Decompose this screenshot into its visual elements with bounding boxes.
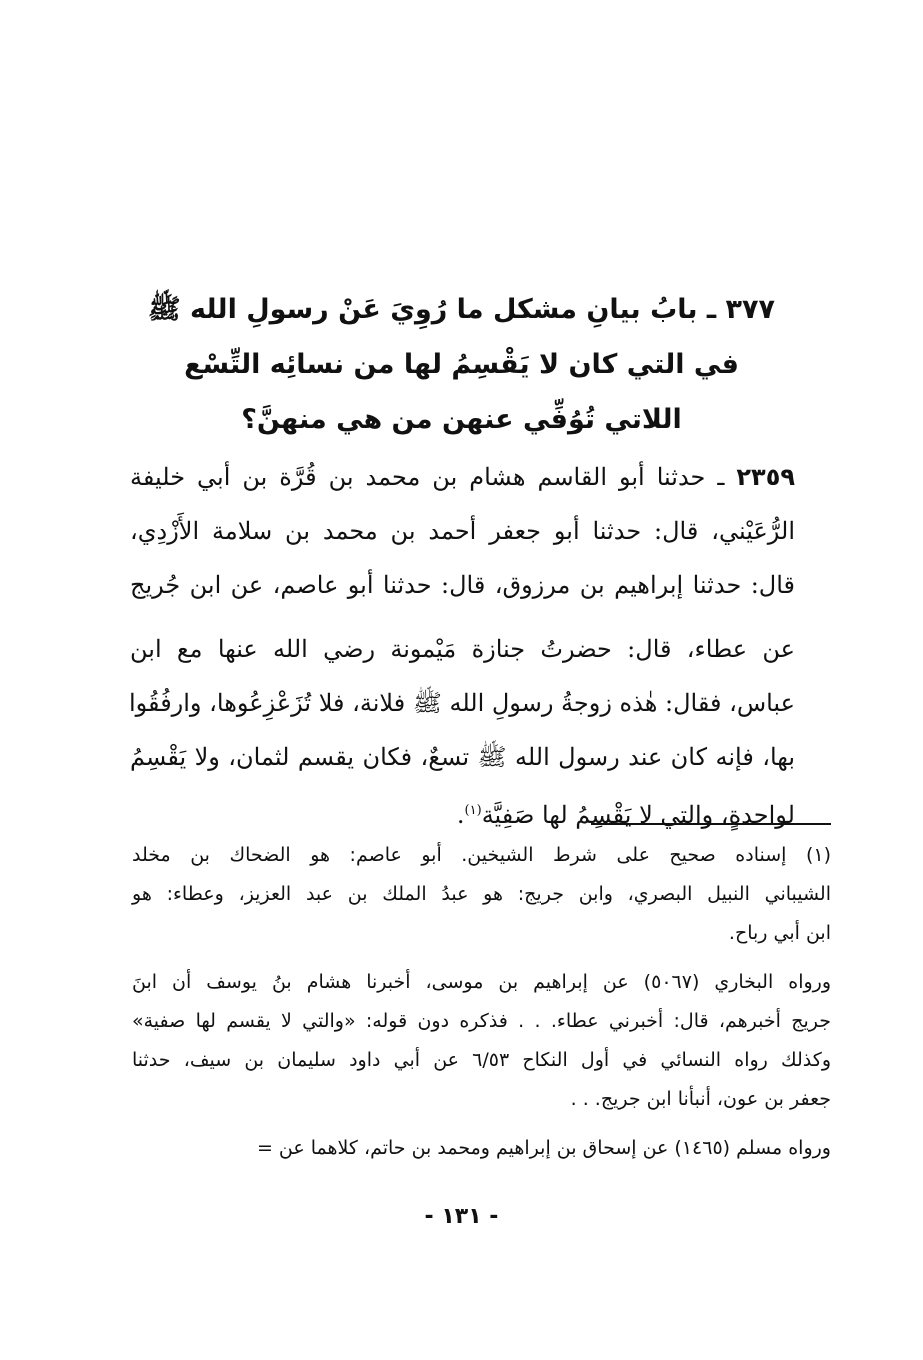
hadith-line-4: عن عطاء، قال: حضرتُ جنازة مَيْمونة رضي الله عنها مع ابن bbox=[130, 635, 795, 663]
hadith-line-5: عباس، فقال: هٰذه زوجةُ رسولِ الله ﷺ فلانة، فلا تُزَعْزِعُوها، وارفُقُوا bbox=[128, 689, 795, 717]
footnote-line: ابن أبي رباح. bbox=[728, 922, 831, 944]
hadith-line-3: قال: حدثنا إبراهيم بن مرزوق، قال: حدثنا أبو عاصم، عن ابن جُريج bbox=[130, 571, 795, 599]
footnote-line: ورواه البخاري (٥٠٦٧) عن إبراهيم بن موسى، أخبرنا هشام بنُ يوسف أن ابنَ bbox=[132, 971, 832, 993]
footnote-line: ورواه مسلم (١٤٦٥) عن إسحاق بن إبراهيم ومحمد بن حاتم، كلاهما عن = bbox=[256, 1137, 831, 1159]
footnote-line: جعفر بن عون، أنبأنا ابن جريج. . . bbox=[570, 1088, 831, 1110]
footnote-line: الشيباني النبيل البصري، وابن جريج: هو عبدُ الملك بن عبد العزيز، وعطاء: هو bbox=[132, 883, 831, 905]
footnote-paragraph-3 bbox=[132, 1129, 831, 1168]
footnote-line: جريج أخبرهم، قال: أخبرني عطاء. . . فذكره دون قوله: «والتي لا يقسم لها صفية» bbox=[132, 1010, 831, 1032]
chapter-title-line-1: ٣٧٧ ـ بابُ بيانِ مشكل ما رُوِيَ عَنْ رسولِ الله ﷺ bbox=[148, 294, 775, 325]
page-number: - ١٣١ - bbox=[424, 1204, 499, 1229]
chapter-title-line-2: في التي كان لا يَقْسِمُ لها من نسائِه التِّسْع bbox=[184, 349, 739, 380]
footnote-divider bbox=[591, 823, 831, 825]
footnotes bbox=[132, 836, 831, 1178]
hadith-line-7: لواحدةٍ، والتي لا يَقْسِمُ لها صَفِيَّة$^{(١)}$. bbox=[456, 801, 795, 829]
footnote-paragraph-2 bbox=[132, 963, 831, 1119]
footnote-marker: (١) bbox=[464, 803, 482, 818]
hadith-line-2: الرُّعَيْني، قال: حدثنا أبو جعفر أحمد بن محمد بن سلامة الأَزْدِي، bbox=[130, 517, 795, 545]
hadith-number: ٢٣٥٩ bbox=[736, 463, 795, 491]
footnote-line: (١) إسناده صحيح على شرط الشيخين. أبو عاصم: هو الضحاك بن مخلد bbox=[132, 844, 831, 866]
hadith-text bbox=[130, 450, 795, 842]
hadith-line-6: بها، فإنه كان عند رسول الله ﷺ تسعٌ، فكان يقسم لثمان، ولا يَقْسِمُ bbox=[130, 743, 795, 771]
chapter-title bbox=[120, 282, 803, 447]
chapter-title-line-3: اللاتي تُوُفِّي عنهن من هي منهنَّ؟ bbox=[241, 404, 682, 435]
footnote-paragraph-1 bbox=[132, 836, 831, 953]
hadith-line-1: ٢٣٥٩ ـ حدثنا أبو القاسم هشام بن محمد بن قُرَّة بن أبي خليفة bbox=[130, 463, 795, 491]
footnote-line: وكذلك رواه النسائي في أول النكاح ٦/٥٣ عن أبي داود سليمان بن سيف، حدثنا bbox=[132, 1049, 831, 1071]
